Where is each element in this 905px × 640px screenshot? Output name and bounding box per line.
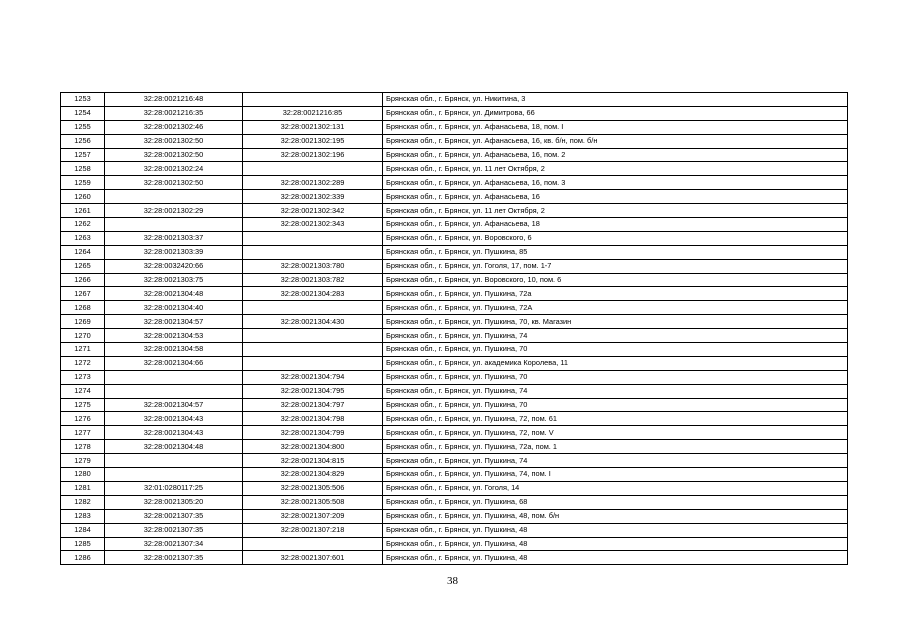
row-number-cell: 1274 (61, 384, 105, 398)
land-plot-number-cell (105, 454, 243, 468)
land-plot-number-cell: 32:28:0021304:66 (105, 356, 243, 370)
table-row (61, 273, 848, 287)
object-number-cell: 32:28:0021304:798 (243, 412, 383, 426)
row-number-cell: 1264 (61, 245, 105, 259)
address-cell: Брянская обл., г. Брянск, ул. Афанасьева, 18, пом. I (383, 120, 848, 134)
row-number-cell: 1284 (61, 523, 105, 537)
object-number-cell: 32:28:0021305:508 (243, 495, 383, 509)
table-row (61, 370, 848, 384)
table-row (61, 509, 848, 523)
object-number-cell: 32:28:0021304:797 (243, 398, 383, 412)
land-plot-number-cell: 32:28:0021304:58 (105, 343, 243, 357)
table-row (61, 495, 848, 509)
address-cell: Брянская обл., г. Брянск, ул. Пушкина, 68 (383, 495, 848, 509)
land-plot-number-cell: 32:28:0021304:43 (105, 426, 243, 440)
land-plot-number-cell: 32:28:0021303:39 (105, 245, 243, 259)
row-number-cell: 1258 (61, 162, 105, 176)
object-number-cell (243, 162, 383, 176)
land-plot-number-cell: 32:28:0021302:50 (105, 134, 243, 148)
address-cell: Брянская обл., г. Брянск, ул. Пушкина, 48, пом. б/н (383, 509, 848, 523)
row-number-cell: 1278 (61, 440, 105, 454)
address-cell: Брянская обл., г. Брянск, ул. Пушкина, 48 (383, 537, 848, 551)
address-cell: Брянская обл., г. Брянск, ул. Воровского, 6 (383, 231, 848, 245)
address-cell: Брянская обл., г. Брянск, ул. Пушкина, 70, кв. Магазин (383, 315, 848, 329)
address-cell: Брянская обл., г. Брянск, ул. Пушкина, 72, пом. V (383, 426, 848, 440)
row-number-cell: 1253 (61, 93, 105, 107)
address-cell: Брянская обл., г. Брянск, ул. Пушкина, 48 (383, 523, 848, 537)
object-number-cell: 32:28:0021303:780 (243, 259, 383, 273)
table-row (61, 301, 848, 315)
address-cell: Брянская обл., г. Брянск, ул. Пушкина, 72а, пом. 1 (383, 440, 848, 454)
object-number-cell: 32:28:0021302:339 (243, 190, 383, 204)
row-number-cell: 1261 (61, 204, 105, 218)
land-plot-number-cell (105, 370, 243, 384)
row-number-cell: 1262 (61, 218, 105, 232)
table-row (61, 204, 848, 218)
table-row (61, 120, 848, 134)
address-cell: Брянская обл., г. Брянск, ул. 11 лет Октября, 2 (383, 204, 848, 218)
land-plot-number-cell: 32:28:0021302:46 (105, 120, 243, 134)
row-number-cell: 1269 (61, 315, 105, 329)
object-number-cell: 32:28:0021304:829 (243, 468, 383, 482)
address-cell: Брянская обл., г. Брянск, ул. Пушкина, 74 (383, 384, 848, 398)
object-number-cell (243, 343, 383, 357)
land-plot-number-cell: 32:28:0032420:66 (105, 259, 243, 273)
row-number-cell: 1279 (61, 454, 105, 468)
object-number-cell: 32:28:0021304:283 (243, 287, 383, 301)
object-number-cell: 32:28:0021305:506 (243, 481, 383, 495)
table-row (61, 287, 848, 301)
land-plot-number-cell: 32:28:0021304:57 (105, 315, 243, 329)
object-number-cell: 32:28:0021304:795 (243, 384, 383, 398)
address-cell: Брянская обл., г. Брянск, ул. Пушкина, 72, пом. 61 (383, 412, 848, 426)
table-row (61, 398, 848, 412)
table-row (61, 426, 848, 440)
table-row (61, 440, 848, 454)
table-row (61, 148, 848, 162)
land-plot-number-cell: 32:28:0021303:37 (105, 231, 243, 245)
land-plot-number-cell: 32:28:0021302:24 (105, 162, 243, 176)
land-plot-number-cell: 32:28:0021307:35 (105, 551, 243, 565)
table-row (61, 384, 848, 398)
object-number-cell: 32:28:0021302:195 (243, 134, 383, 148)
object-number-cell: 32:28:0021303:782 (243, 273, 383, 287)
object-number-cell: 32:28:0021302:131 (243, 120, 383, 134)
row-number-cell: 1273 (61, 370, 105, 384)
land-plot-number-cell (105, 190, 243, 204)
table-row (61, 162, 848, 176)
table-row (61, 481, 848, 495)
land-plot-number-cell: 32:28:0021305:20 (105, 495, 243, 509)
row-number-cell: 1271 (61, 343, 105, 357)
row-number-cell: 1280 (61, 468, 105, 482)
row-number-cell: 1267 (61, 287, 105, 301)
row-number-cell: 1259 (61, 176, 105, 190)
land-plot-number-cell: 32:28:0021307:34 (105, 537, 243, 551)
address-cell: Брянская обл., г. Брянск, ул. Гоголя, 14 (383, 481, 848, 495)
address-cell: Брянская обл., г. Брянск, ул. Пушкина, 85 (383, 245, 848, 259)
row-number-cell: 1277 (61, 426, 105, 440)
table-row (61, 343, 848, 357)
address-cell: Брянская обл., г. Брянск, ул. Афанасьева, 16, пом. 3 (383, 176, 848, 190)
register-table-body (61, 93, 848, 565)
object-number-cell: 32:28:0021307:601 (243, 551, 383, 565)
page-number: 38 (447, 575, 458, 587)
row-number-cell: 1272 (61, 356, 105, 370)
address-cell: Брянская обл., г. Брянск, ул. 11 лет Октября, 2 (383, 162, 848, 176)
object-number-cell: 32:28:0021304:800 (243, 440, 383, 454)
row-number-cell: 1281 (61, 481, 105, 495)
table-row (61, 537, 848, 551)
table-row (61, 551, 848, 565)
address-cell: Брянская обл., г. Брянск, ул. Пушкина, 48 (383, 551, 848, 565)
object-number-cell: 32:28:0021216:85 (243, 106, 383, 120)
object-number-cell (243, 245, 383, 259)
row-number-cell: 1255 (61, 120, 105, 134)
land-plot-number-cell: 32:28:0021302:50 (105, 148, 243, 162)
object-number-cell: 32:28:0021304:799 (243, 426, 383, 440)
object-number-cell (243, 329, 383, 343)
address-cell: Брянская обл., г. Брянск, ул. Пушкина, 74, пом. I (383, 468, 848, 482)
table-row (61, 134, 848, 148)
row-number-cell: 1265 (61, 259, 105, 273)
row-number-cell: 1256 (61, 134, 105, 148)
address-cell: Брянская обл., г. Брянск, ул. Никитина, 3 (383, 93, 848, 107)
address-cell: Брянская обл., г. Брянск, ул. Пушкина, 70 (383, 343, 848, 357)
land-plot-number-cell: 32:28:0021304:40 (105, 301, 243, 315)
address-cell: Брянская обл., г. Брянск, ул. Пушкина, 70 (383, 398, 848, 412)
table-row (61, 106, 848, 120)
object-number-cell: 32:28:0021307:209 (243, 509, 383, 523)
land-plot-number-cell: 32:28:0021216:35 (105, 106, 243, 120)
address-cell: Брянская обл., г. Брянск, ул. Афанасьева, 16, кв. б/н, пом. б/н (383, 134, 848, 148)
object-number-cell: 32:28:0021302:196 (243, 148, 383, 162)
object-number-cell: 32:28:0021304:815 (243, 454, 383, 468)
object-number-cell: 32:28:0021307:218 (243, 523, 383, 537)
address-cell: Брянская обл., г. Брянск, ул. Пушкина, 72а (383, 287, 848, 301)
row-number-cell: 1268 (61, 301, 105, 315)
land-plot-number-cell (105, 384, 243, 398)
table-row (61, 218, 848, 232)
address-cell: Брянская обл., г. Брянск, ул. Гоголя, 17, пом. 1-7 (383, 259, 848, 273)
table-row (61, 245, 848, 259)
land-plot-number-cell: 32:01:0280117:25 (105, 481, 243, 495)
row-number-cell: 1260 (61, 190, 105, 204)
table-row (61, 176, 848, 190)
table-row (61, 454, 848, 468)
row-number-cell: 1257 (61, 148, 105, 162)
object-number-cell: 32:28:0021302:289 (243, 176, 383, 190)
address-cell: Брянская обл., г. Брянск, ул. академика Королева, 11 (383, 356, 848, 370)
object-number-cell: 32:28:0021302:342 (243, 204, 383, 218)
table-row (61, 190, 848, 204)
land-plot-number-cell: 32:28:0021216:48 (105, 93, 243, 107)
table-row (61, 356, 848, 370)
object-number-cell (243, 231, 383, 245)
table-row (61, 329, 848, 343)
table-row (61, 468, 848, 482)
address-cell: Брянская обл., г. Брянск, ул. Пушкина, 74 (383, 329, 848, 343)
row-number-cell: 1282 (61, 495, 105, 509)
address-cell: Брянская обл., г. Брянск, ул. Пушкина, 70 (383, 370, 848, 384)
land-plot-number-cell: 32:28:0021304:57 (105, 398, 243, 412)
land-plot-number-cell: 32:28:0021302:50 (105, 176, 243, 190)
object-number-cell (243, 537, 383, 551)
address-cell: Брянская обл., г. Брянск, ул. Димитрова, 66 (383, 106, 848, 120)
table-row (61, 412, 848, 426)
table-row (61, 259, 848, 273)
address-cell: Брянская обл., г. Брянск, ул. Воровского, 10, пом. 6 (383, 273, 848, 287)
table-row (61, 523, 848, 537)
land-plot-number-cell: 32:28:0021304:48 (105, 440, 243, 454)
table-row (61, 231, 848, 245)
row-number-cell: 1283 (61, 509, 105, 523)
row-number-cell: 1276 (61, 412, 105, 426)
row-number-cell: 1285 (61, 537, 105, 551)
row-number-cell: 1266 (61, 273, 105, 287)
land-plot-number-cell: 32:28:0021304:53 (105, 329, 243, 343)
row-number-cell: 1270 (61, 329, 105, 343)
address-cell: Брянская обл., г. Брянск, ул. Афанасьева, 18 (383, 218, 848, 232)
land-plot-number-cell: 32:28:0021304:43 (105, 412, 243, 426)
land-plot-number-cell: 32:28:0021304:48 (105, 287, 243, 301)
object-number-cell (243, 301, 383, 315)
address-cell: Брянская обл., г. Брянск, ул. Пушкина, 74 (383, 454, 848, 468)
land-plot-number-cell: 32:28:0021307:35 (105, 509, 243, 523)
row-number-cell: 1275 (61, 398, 105, 412)
table-row (61, 315, 848, 329)
object-number-cell (243, 356, 383, 370)
object-number-cell: 32:28:0021304:430 (243, 315, 383, 329)
address-cell: Брянская обл., г. Брянск, ул. Афанасьева, 16 (383, 190, 848, 204)
address-cell: Брянская обл., г. Брянск, ул. Пушкина, 72А (383, 301, 848, 315)
row-number-cell: 1286 (61, 551, 105, 565)
table-row (61, 93, 848, 107)
land-plot-number-cell (105, 468, 243, 482)
land-plot-number-cell: 32:28:0021307:35 (105, 523, 243, 537)
land-plot-number-cell: 32:28:0021302:29 (105, 204, 243, 218)
address-cell: Брянская обл., г. Брянск, ул. Афанасьева, 16, пом. 2 (383, 148, 848, 162)
row-number-cell: 1254 (61, 106, 105, 120)
object-number-cell: 32:28:0021302:343 (243, 218, 383, 232)
land-plot-number-cell: 32:28:0021303:75 (105, 273, 243, 287)
land-plot-number-cell (105, 218, 243, 232)
cadastral-register-table (60, 92, 848, 565)
row-number-cell: 1263 (61, 231, 105, 245)
object-number-cell: 32:28:0021304:794 (243, 370, 383, 384)
object-number-cell (243, 93, 383, 107)
